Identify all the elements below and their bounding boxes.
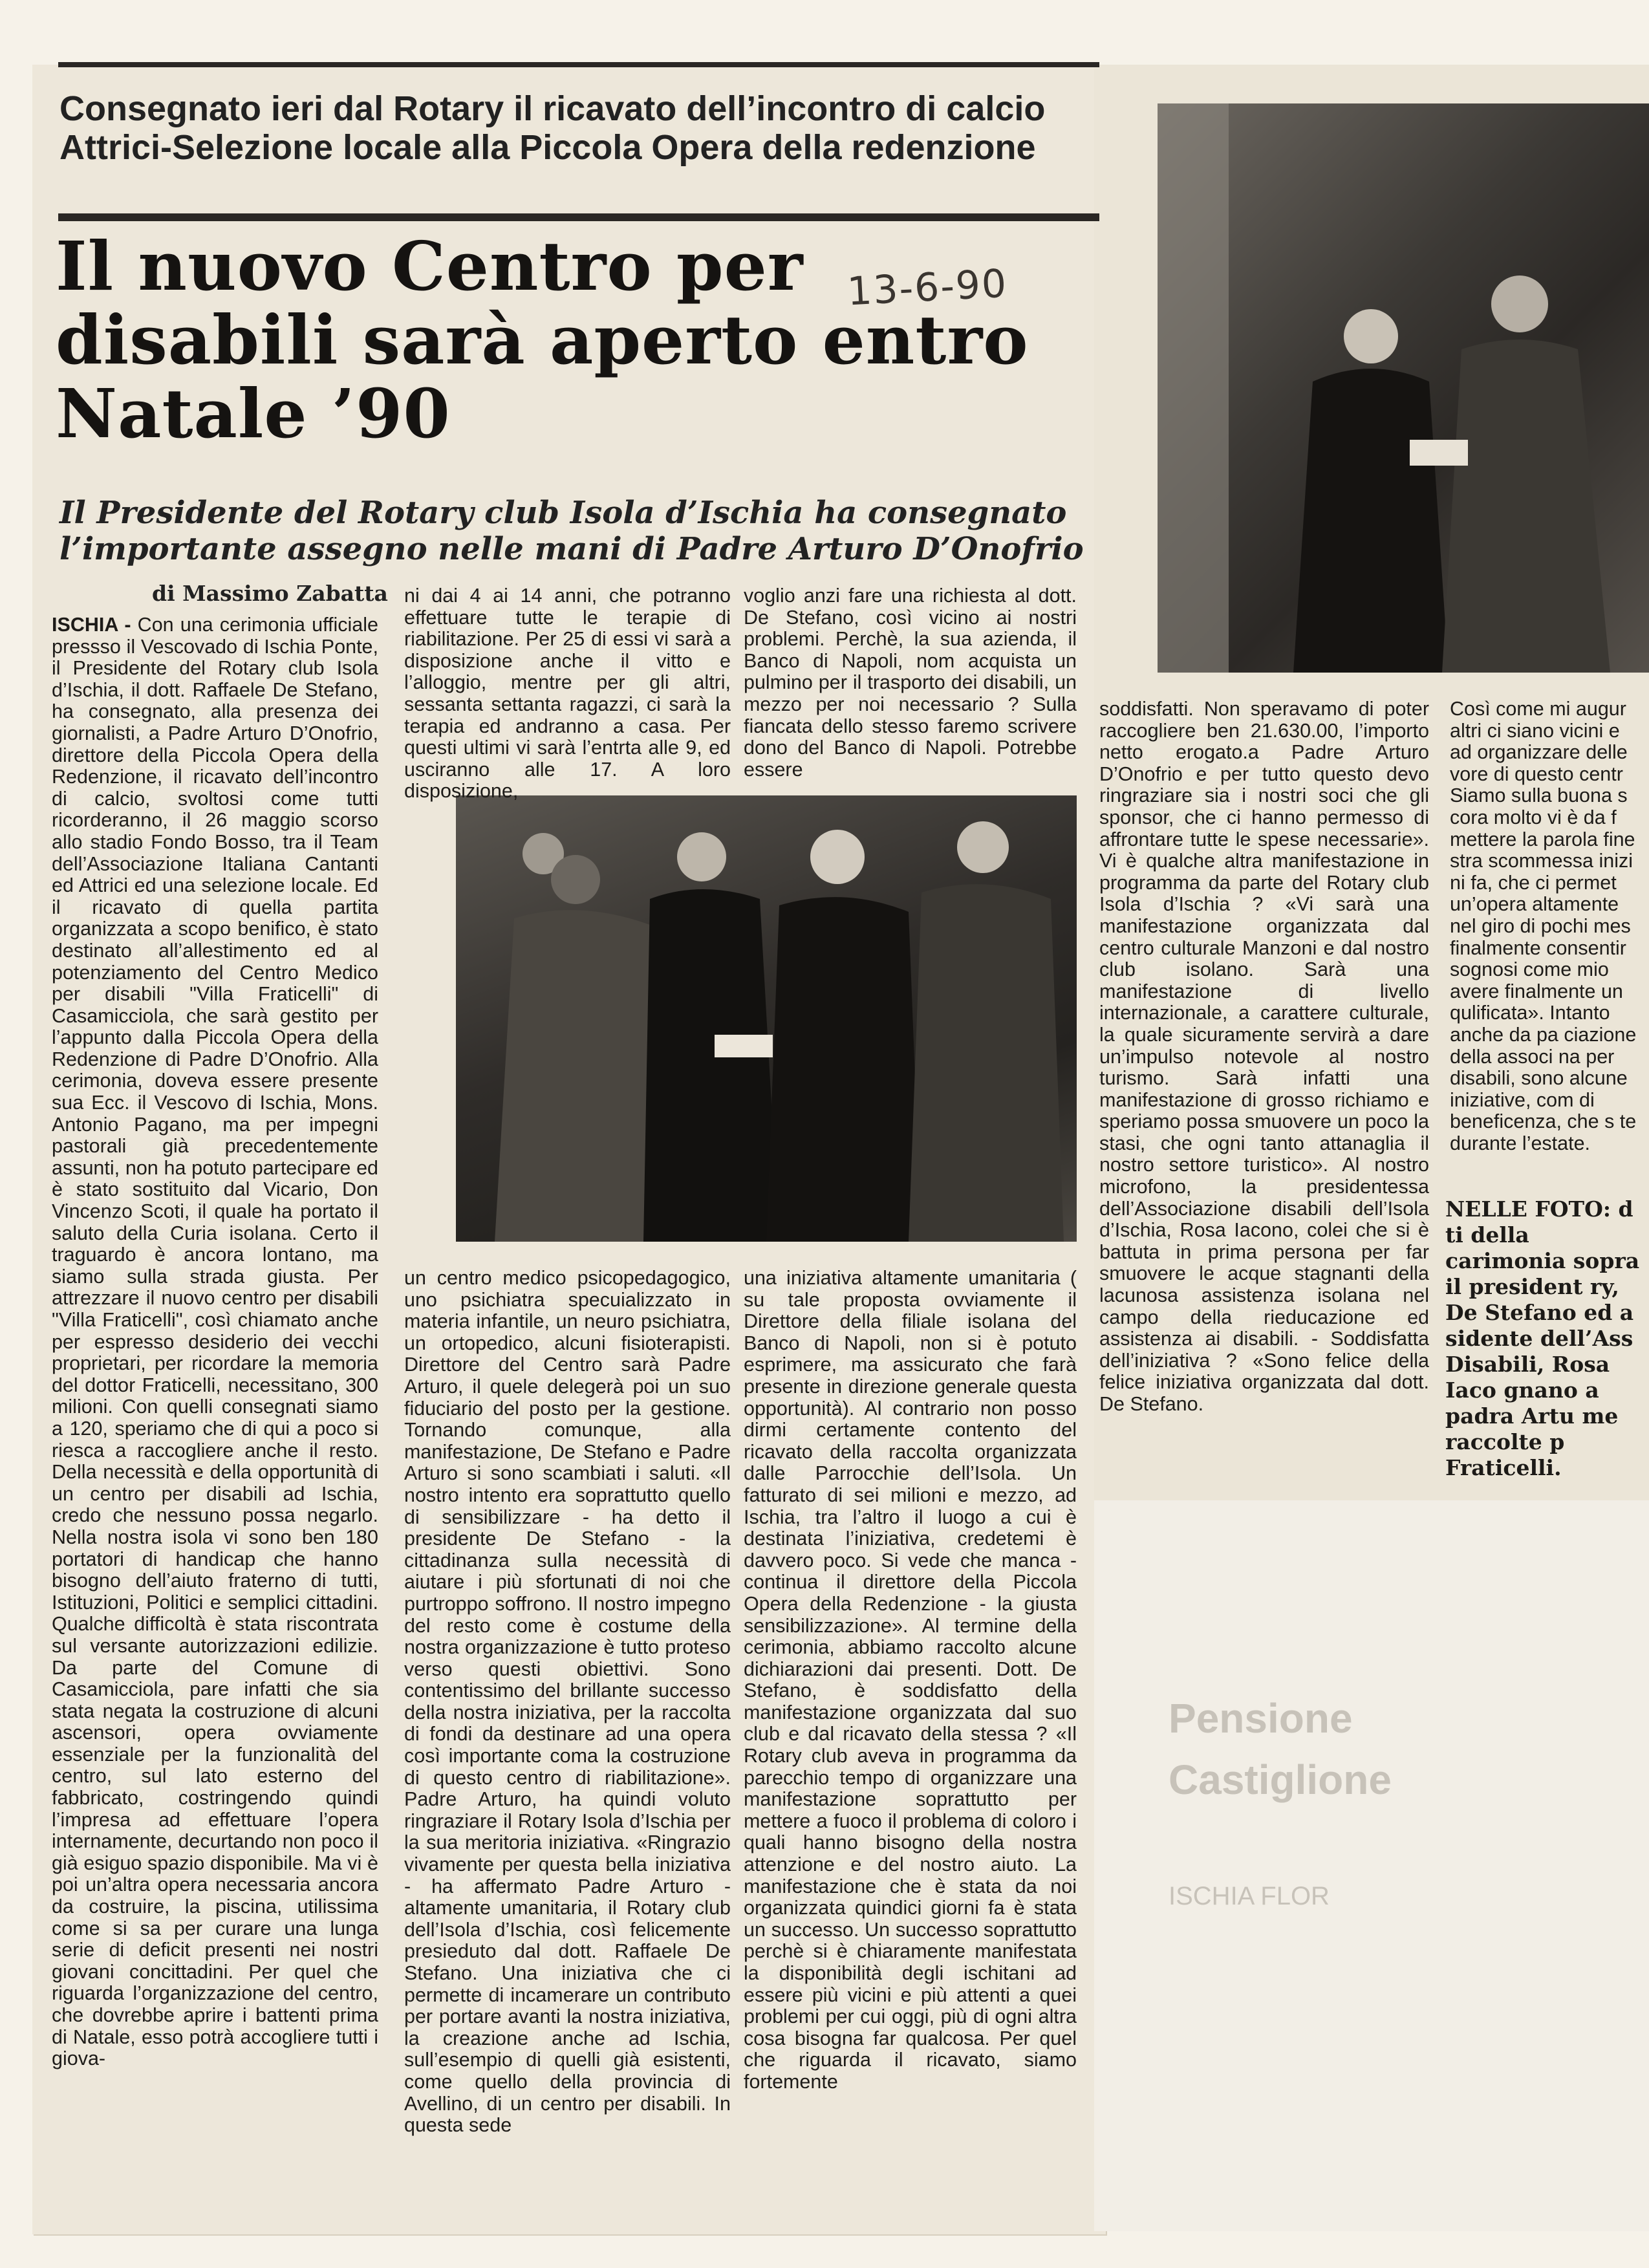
column-text: soddisfatti. Non speravamo di poter raccogliere ben 21.630.00, l’importo netto erogato.a Padre Arturo D’Onofrio e per tutto questo devo ringraziare sia i nostri soci che gli sponsor, che ci hanno permesso di affrontare tutte le spese necessarie». Vi è qualche altra manifestazione in programma da parte del Rotary club Isola d’Ischia ? «Vi sarà una manifestazione organizzata dal centro culturale Manzoni e dal nostro club isolano. Sarà una manifestazione di livello internazionale, a carattere culturale, la quale sicuramente servirà a dare un’impulso notevole al nostro turismo. Sarà infatti una manifestazione di grosso richiamo e speriamo possa smuovere un poco la stasi, che ogni tanto attanaglia il nostro settore turistico». Al nostro microfono, la presidentessa dell’Associazione disabili dell’Isola d’Ischia, Rosa Iacono, colei che si è battuta in prima persona per far smuovere le acque stagnanti della lacunosa assistenza isolana nel campo della rieducazione ed assistenza ai disabili. - Soddisfatta dell’iniziativa ? «Sono felice della felice iniziativa organizzata dal dott. De Stefano. bbox=[1099, 698, 1429, 1415]
column-text: una iniziativa altamente umanitaria ( su tale proposta ovviamente il Direttore della filiale isolana del Banco di Napoli, non si è potuto esprimere, ma assicurato che farà presente in direzione generale questa opportunità). Al contrario non posso dirmi certamente contento del ricavato della raccolta organizzata dalle Parrocchie dell’Isola. Un fatturato di sei milioni e mezzo, ad Ischia, tra l’altro il luogo a cui è destinata l’iniziativa, credetemi è davvero poco. Si vede che manca - continua il direttore della Piccola Opera della Redenzione - la giusta sensibilizzazione». Al termine della cerimonia, abbiamo raccolto alcune dichiarazioni dai presenti. Dott. De Stefano, è soddisfatto della manifestazione organizzata dal suo club e dal ricavato della stessa ? «Il Rotary club aveva in programma da parecchio tempo di organizzare una manifestazione soprattutto per mettere a fuoco il problema di coloro i quali hanno bisogno della nostra attenzione e del nostro aiuto. La manifestazione che è stata da noi organizzata quindici giorni fa è stata un successo. Un successo soprattutto perchè si è chiaramente manifestata la disponibilità degli ischitani ad essere più vicini e più attenti a quei problemi per cui oggi, più di ogni altra cosa bisogna far qualcosa. Per quel che riguarda il ricavato, siamo fortemente bbox=[744, 1267, 1077, 2093]
article-column-2-top bbox=[404, 585, 731, 803]
column-text: voglio anzi fare una richiesta al dott. De Stefano, così vicino ai nostri problemi. Perchè, la sua azienda, il Banco di Napoli, nom acquista un pulmino per il trasporto dei disabili, un mezzo per noi necessario ? Sulla fiancata dello stesso faremo scrivere dono del Banco di Napoli. Potrebbe essere bbox=[744, 585, 1077, 781]
column-text: Così come mi augur altri ci siano vicini e ad organizzare delle vore di questo centr Siamo sulla buona s cora molto vi è da f mettere la parola fine stra scommessa inizi ni fa, che ci permet un’opera altamente nel giro di pochi mes finalmente consentir sognosi come mio avere finalmente un qulificata». Intanto anche da pa ciazione della associ na per disabili, sono alcune iniziative, com di beneficenza, che s te durante l’estate. bbox=[1450, 698, 1637, 1154]
article-column-3-top bbox=[744, 585, 1077, 781]
kicker-headline: Consegnato ieri dal Rotary il ricavato dell’incontro di calcio Attrici-Selezione locale alla Piccola Opera della redenzione bbox=[59, 89, 1046, 167]
headline-rule bbox=[58, 213, 1099, 221]
photo-top-right bbox=[1158, 103, 1649, 673]
handwritten-date: 13-6-90 bbox=[846, 261, 1009, 315]
photo-ceremony bbox=[456, 795, 1077, 1242]
article-column-4 bbox=[1099, 698, 1429, 1416]
article-column-2-bottom bbox=[404, 1268, 731, 2137]
byline: di Massimo Zabatta bbox=[152, 581, 388, 606]
faded-ad-line: Castiglione bbox=[1169, 1756, 1392, 1803]
column-text: Con una cerimonia ufficiale pressso il Vescovado di Ischia Ponte, il Presidente del Rotary club Isola d’Ischia, il dott. Raffaele De Stefano, ha consegnato, alla presenza dei giornalisti, a Padre Arturo D’Onofrio, direttore della Piccola Opera della Redenzione, il ricavato dell’incontro di calcio, svoltosi come tutti ricorderanno, il 26 maggio scorso allo stadio Fondo Bosso, tra il Team dell’Associazione Italiana Cantanti ed Attrici ed una selezione locale. Ed il ricavato di quella partita organizzata a scopo benifico, è stato destinato all’allestimento ed al potenziamento del Centro Medico per disabili "Villa Fraticelli" di Casamicciola, che sarà gestito per l’appunto dalla Piccola Opera della Redenzione di Padre D’Onofrio. Alla cerimonia, doveva essere presente sua Ecc. il Vescovo di Ischia, Mons. Antonio Pagano, ma per impegni pastorali già precedentemente assunti, non ha potuto partecipare ed è stato sostituito dal Vicario, Don Vincenzo Scoti, il quale ha portato il saluto della Curia isolana. Certo il traguardo è ancora lontano, ma siamo sulla strada giusta. Per attrezzare il nuovo centro per disabili "Villa Fraticelli", così chiamato anche per espresso desiderio dei vecchi proprietari, per ricordare la memoria del dottor Fraticelli, necessitano, 300 milioni. Con quelli consegnati siamo a 120, speriamo che di qui a poco si riesca a raccogliere anche il resto. Della necessità e della opportunità di un centro per disabili ad Ischia, credo che nessuno possa negarlo. Nella nostra isola vi sono ben 180 portatori di handicap che hanno bisogno dell’aiuto fraterno di tutti, Istituzioni, Politici e semplici cittadini. Qualche difficoltà è stata riscontrata sul versante autorizzazioni edilizie. Da parte del Comune di Casamicciola, pare infatti che sia stata negata la costruzione di alcuni ascensori, opera ovviamente essenziale per la funzionalità del centro, sul lato esterno del fabbricato, costringendo quindi l’impresa ad effettuare l’opera internamente, decurtando non poco il già esiguo spazio disponibile. Ma vi è poi un’altra opera necessaria ancora da costruire, la piscina, utilissima come si sa per curare una lunga serie di deficit presenti nei nostri giovani concittadini. Per quel che riguarda l’organizzazione del centro, che dovrebbe aprire i battenti prima di Natale, esso potrà accogliere tutti i giova- bbox=[52, 614, 378, 2070]
faded-ad-line: Pensione bbox=[1169, 1695, 1353, 1742]
dateline: ISCHIA - bbox=[52, 614, 131, 636]
photo-figures-icon bbox=[1158, 103, 1649, 673]
article-column-1 bbox=[52, 614, 378, 2070]
subheadline: Il Presidente del Rotary club Isola d’Ischia ha consegnato l’importante assegno nelle mani di Padre Arturo D’Onofrio bbox=[59, 495, 1084, 567]
faded-advert-area bbox=[1094, 1500, 1649, 2231]
column-text: un centro medico psicopedagogico, uno psichiatra specuializzato in materia infantile, un neuro psichiatra, un ortopedico, alcuni fisioterapisti. Direttore del Centro sarà Padre Arturo, il quele delegerà poi un suo fiduciario del posto per la gestione. Tornando comunque, alla manifestazione, De Stefano e Padre Arturo si sono scambiati i saluti. «Il nostro intento era soprattutto quello di sensibilizzare - ha detto il presidente De Stefano - la cittadinanza sulla necessità di aiutare i più sfortunati di noi che purtroppo soffrono. Il nostro impegno del resto come è costume della nostra organizzazione è tutto proteso verso questi obiettivi. Sono contentissimo del brillante successo della nostra iniziativa, per la raccolta di fondi da destinare ad una opera così importante coma la costruzione di questo centro di riabilitazione». Padre Arturo, ha quindi voluto ringraziare il Rotary Isola d’Ischia per la sua meritoria iniziativa. «Ringrazio vivamente per questa bella iniziativa - ha affermato Padre Arturo - altamente umanitaria, il Rotary club dell’Isola d’Ischia, così felicemente presieduto dal dott. Raffaele De Stefano. Una iniziativa che ci permette di incamerare un contributo per portare avanti la nostra iniziativa, la creazione anche ad Ischia, sull’esempio di quelli già esistenti, come quello della provincia di Avellino, di un centro per disabili. In questa sede bbox=[404, 1267, 731, 2137]
faded-ad-line: ISCHIA FLOR bbox=[1169, 1882, 1330, 1910]
article-column-5 bbox=[1450, 698, 1644, 1154]
photo-ceremony-figures-icon bbox=[456, 795, 1077, 1242]
photo-caption: NELLE FOTO: d ti della carimonia sopra il president ry, De Stefano ed a sidente dell’Ass Disabili, Rosa Iaco gnano a padra Artu me raccolte p Fraticelli. bbox=[1445, 1196, 1640, 1480]
article-column-3-bottom bbox=[744, 1268, 1077, 2093]
top-rule bbox=[58, 62, 1099, 67]
main-headline: Il nuovo Centro per disabili sarà aperto entro Natale ’90 bbox=[56, 226, 1029, 453]
column-text: ni dai 4 ai 14 anni, che potranno effettuare tutte le terapie di riabilitazione. Per 25 di essi vi sarà a disposizione anche il vitto e l’alloggio, mentre per gli altri, sessanta settanta ragazzi, ci sarà la terapia ed andranno a casa. Per questi ultimi vi sarà l’entrta alle 9, ed usciranno alle 17. A loro disposizione, bbox=[404, 585, 731, 803]
